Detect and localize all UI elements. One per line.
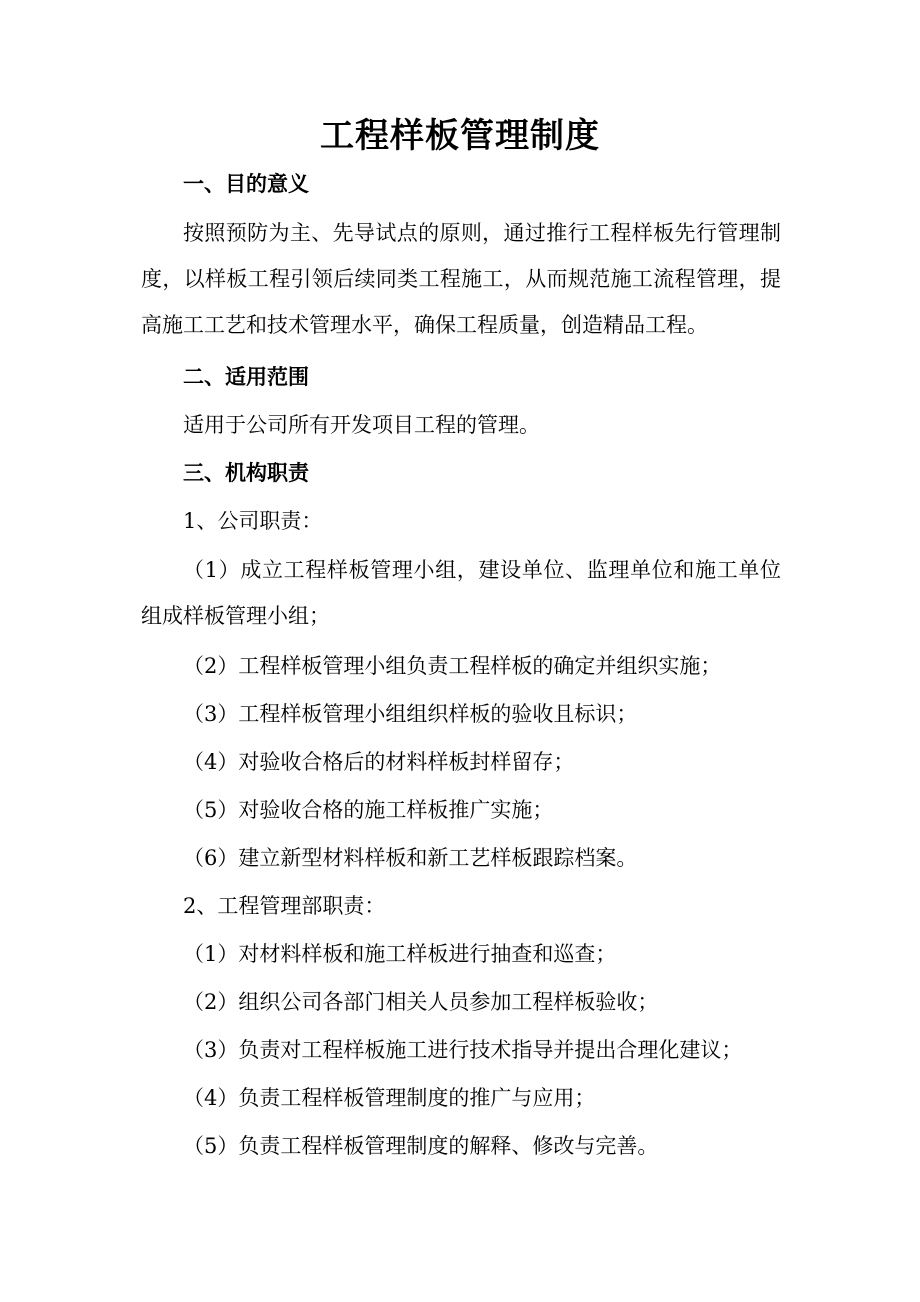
company-duty-item: （3）工程样板管理小组组织样板的验收且标识； bbox=[183, 702, 638, 726]
company-duty-item: （6）建立新型材料样板和新工艺样板跟踪档案。 bbox=[183, 846, 638, 870]
dept-duty-item: （2）组织公司各部门相关人员参加工程样板验收； bbox=[183, 990, 659, 1014]
company-duty-item: （5）对验收合格的施工样板推广实施； bbox=[183, 798, 554, 822]
company-duties-heading: 1、公司职责： bbox=[183, 509, 323, 533]
dept-duties-heading: 2、工程管理部职责： bbox=[183, 894, 386, 918]
section-1-heading: 一、目的意义 bbox=[183, 171, 309, 196]
dept-duty-item: （5）负责工程样板管理制度的解释、修改与完善。 bbox=[183, 1134, 659, 1158]
company-duty-item: （1）成立工程样板管理小组，建设单位、监理单位和施工单位组成样板管理小组； bbox=[141, 558, 781, 628]
section-1-body: 按照预防为主、先导试点的原则，通过推行工程样板先行管理制度，以样板工程引领后续同类工程施工，从而规范施工流程管理，提高施工工艺和技术管理水平，确保工程质量，创造精品工程。 bbox=[141, 221, 781, 337]
section-2-body: 适用于公司所有开发项目工程的管理。 bbox=[183, 413, 540, 437]
company-duty-item: （4）对验收合格后的材料样板封样留存； bbox=[183, 750, 575, 774]
dept-duty-item: （1）对材料样板和施工样板进行抽查和巡查； bbox=[183, 942, 617, 966]
dept-duty-item: （3）负责对工程样板施工进行技术指导并提出合理化建议； bbox=[183, 1038, 743, 1062]
section-2-heading: 二、适用范围 bbox=[183, 364, 309, 389]
document-title: 工程样板管理制度 bbox=[320, 116, 600, 156]
company-duty-item: （2）工程样板管理小组负责工程样板的确定并组织实施； bbox=[183, 654, 722, 678]
section-3-heading: 三、机构职责 bbox=[183, 460, 309, 485]
dept-duty-item: （4）负责工程样板管理制度的推广与应用； bbox=[183, 1086, 596, 1110]
